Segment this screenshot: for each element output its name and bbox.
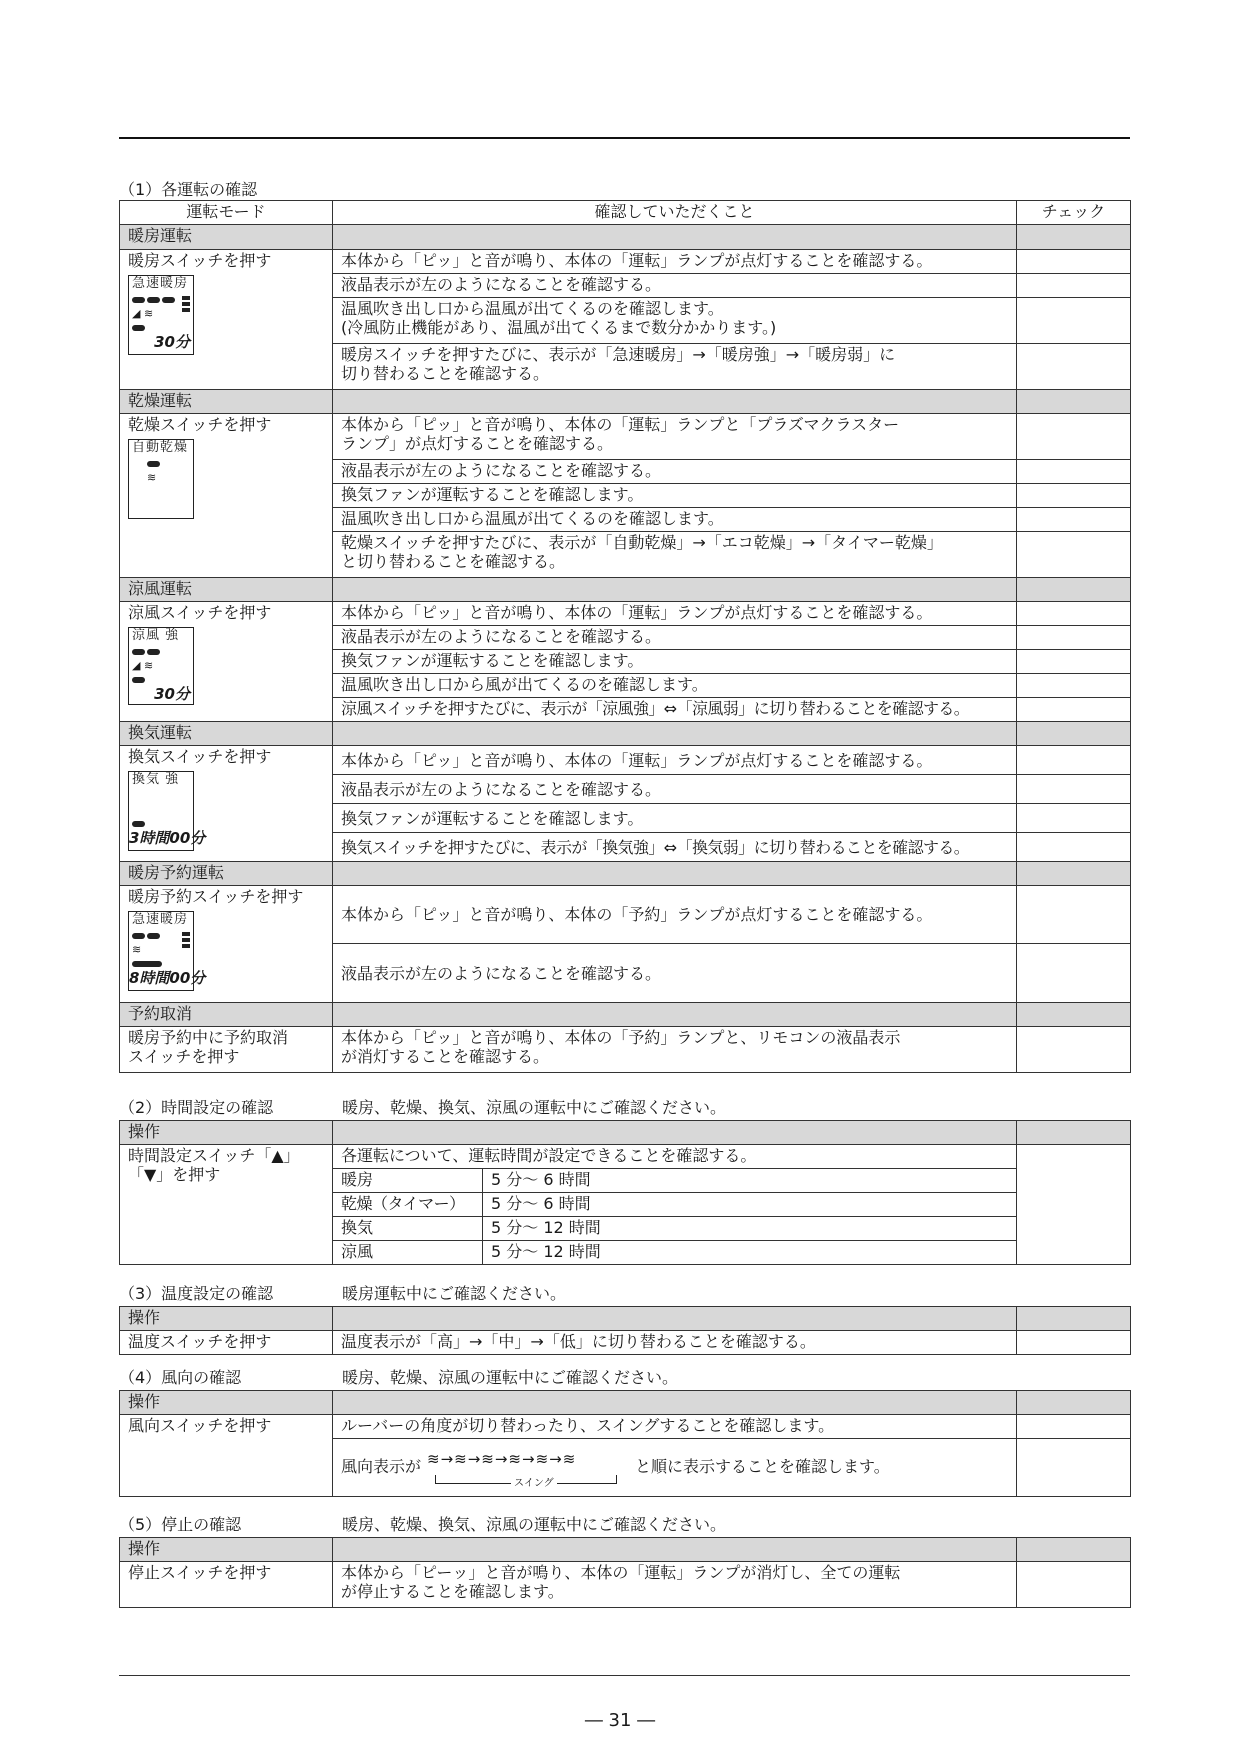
- check-item: ルーバーの角度が切り替わったり、スイングすることを確認します。: [333, 1415, 1017, 1439]
- cooling-mode-cell: [120, 602, 333, 722]
- table-header-row: [120, 1391, 1131, 1415]
- check-item: 本体から「ピッ」と音が鳴り、本体の「運転」ランプと「プラズマクラスター ランプ」が点灯することを確認する。: [333, 414, 1017, 460]
- col-mode-header: 運転モード: [120, 201, 333, 225]
- heating-lcd-title: 急速暖房: [132, 276, 189, 291]
- section-3-heading: （3）温度設定の確認: [119, 1284, 274, 1303]
- check-cell[interactable]: [1017, 414, 1131, 460]
- ventilation-lcd-timer: 3時間00分: [129, 829, 206, 847]
- heating-mode-cell: [120, 250, 333, 390]
- check-cell[interactable]: [1017, 1331, 1131, 1355]
- drying-lcd-display: [128, 439, 194, 519]
- check-item: 本体から「ピッ」と音が鳴り、本体の「予約」ランプが点灯することを確認する。: [333, 886, 1017, 944]
- heating-action: 暖房スイッチを押す: [128, 251, 272, 270]
- cancel-section-row: [120, 1003, 1131, 1027]
- check-item: 乾燥スイッチを押すたびに、表示が「自動乾燥」→「エコ乾燥」→「タイマー乾燥」 と切り替わることを確認する。: [333, 532, 1017, 578]
- check-item: 温度表示が「高」→「中」→「低」に切り替わることを確認する。: [333, 1331, 1017, 1355]
- check-cell[interactable]: [1017, 602, 1131, 626]
- table-header-row: [120, 201, 1131, 225]
- operation-check-table: [119, 200, 1131, 1073]
- fan-icon: ◢ ≋: [132, 307, 154, 320]
- level-bars-icon: [182, 932, 190, 950]
- time-range: 5 分〜 12 時間: [483, 1217, 1017, 1241]
- check-item: 液晶表示が左のようになることを確認する。: [333, 775, 1017, 804]
- drying-title: 乾燥運転: [120, 390, 333, 414]
- section-5-heading: （5）停止の確認: [119, 1515, 242, 1534]
- check-item: 暖房スイッチを押すたびに、表示が「急速暖房」→「暖房強」→「暖房弱」に 切り替わることを確認する。: [333, 344, 1017, 390]
- table-row: [120, 1415, 1131, 1439]
- check-cell[interactable]: [1017, 944, 1131, 1003]
- mode-name: 換気: [333, 1217, 483, 1241]
- check-cell[interactable]: [1017, 804, 1131, 833]
- check-item: 液晶表示が左のようになることを確認する。: [333, 944, 1017, 1003]
- check-cell[interactable]: [1017, 1562, 1131, 1608]
- table-row: [120, 602, 1131, 626]
- mode-name: 涼風: [333, 1241, 483, 1265]
- check-cell[interactable]: [1017, 484, 1131, 508]
- section-4-note: 暖房、乾燥、涼風の運転中にご確認ください。: [342, 1368, 679, 1387]
- operation-header: 操作: [120, 1307, 333, 1331]
- table-header-row: [120, 1538, 1131, 1562]
- check-cell[interactable]: [1017, 674, 1131, 698]
- reserve-lcd-timer: 8時間00分: [129, 969, 206, 987]
- drying-lcd-title: 自動乾燥: [132, 440, 189, 455]
- ventilation-action: 換気スイッチを押す: [128, 747, 272, 766]
- operation-header: 操作: [120, 1538, 333, 1562]
- direction-sequence-icon: ≋→≋→≋→≋→≋→≋: [427, 1449, 577, 1468]
- col-check-items-header: 確認していただくこと: [333, 201, 1017, 225]
- heating-lcd-display: [128, 275, 194, 355]
- heating-lcd-timer: 30分: [154, 333, 190, 351]
- check-item: 換気ファンが運転することを確認します。: [333, 804, 1017, 833]
- reserve-lcd-title: 急速暖房: [132, 912, 189, 927]
- drying-section-row: [120, 390, 1131, 414]
- table-row: [120, 1027, 1131, 1073]
- fan-icon: ◢ ≋: [132, 659, 154, 672]
- reserve-section-row: [120, 862, 1131, 886]
- check-cell[interactable]: [1017, 1145, 1131, 1265]
- check-cell[interactable]: [1017, 298, 1131, 344]
- heating-section-row: [120, 225, 1131, 250]
- cooling-lcd-display: [128, 627, 194, 705]
- check-cell[interactable]: [1017, 746, 1131, 775]
- drying-action: 乾燥スイッチを押す: [128, 415, 272, 434]
- table-row: [120, 250, 1131, 274]
- check-item: 温風吹き出し口から温風が出てくるのを確認します。 (冷風防止機能があり、温風が出てくるまで数分かかります。): [333, 298, 1017, 344]
- check-cell[interactable]: [1017, 650, 1131, 674]
- check-item: 温風吹き出し口から温風が出てくるのを確認します。: [333, 508, 1017, 532]
- cancel-title: 予約取消: [120, 1003, 333, 1027]
- table-row: [120, 1331, 1131, 1355]
- mode-name: 暖房: [333, 1169, 483, 1193]
- cooling-lcd-title: 涼風 強: [132, 628, 180, 643]
- temperature-action: 温度スイッチを押す: [120, 1331, 333, 1355]
- col-check-header: チェック: [1017, 201, 1131, 225]
- swing-label: スイング: [511, 1474, 557, 1493]
- check-item: 本体から「ピッ」と音が鳴り、本体の「運転」ランプが点灯することを確認する。: [333, 602, 1017, 626]
- section-2-heading: （2）時間設定の確認: [119, 1098, 274, 1117]
- operation-header: 操作: [120, 1391, 333, 1415]
- operation-header: 操作: [120, 1121, 333, 1145]
- check-cell[interactable]: [1017, 274, 1131, 298]
- wind-direction-action: 風向スイッチを押す: [120, 1415, 333, 1497]
- mode-name: 乾燥（タイマー）: [333, 1193, 483, 1217]
- check-cell[interactable]: [1017, 532, 1131, 578]
- level-bars-icon: [182, 296, 190, 314]
- check-cell[interactable]: [1017, 833, 1131, 862]
- check-cell[interactable]: [1017, 344, 1131, 390]
- table-row: [120, 414, 1131, 460]
- check-item: 涼風スイッチを押すたびに、表示が「涼風強」⇔「涼風弱」に切り替わることを確認する。: [333, 698, 1017, 722]
- check-item: 換気スイッチを押すたびに、表示が「換気強」⇔「換気弱」に切り替わることを確認する。: [333, 833, 1017, 862]
- ventilation-title: 換気運転: [120, 722, 333, 746]
- check-item: 本体から「ピッ」と音が鳴り、本体の「予約」ランプと、リモコンの液晶表示 が消灯することを確認する。: [333, 1027, 1017, 1073]
- check-item: 液晶表示が左のようになることを確認する。: [333, 626, 1017, 650]
- check-cell[interactable]: [1017, 460, 1131, 484]
- page-number: ― 31 ―: [584, 1710, 656, 1731]
- time-range: 5 分〜 6 時間: [483, 1169, 1017, 1193]
- check-cell[interactable]: [1017, 1415, 1131, 1439]
- time-range: 5 分〜 6 時間: [483, 1193, 1017, 1217]
- drying-mode-cell: [120, 414, 333, 578]
- check-item: 本体から「ピーッ」と音が鳴り、本体の「運転」ランプが消灯し、全ての運転 が停止することを確認します。: [333, 1562, 1017, 1608]
- check-item: 本体から「ピッ」と音が鳴り、本体の「運転」ランプが点灯することを確認する。: [333, 746, 1017, 775]
- check-item: 液晶表示が左のようになることを確認する。: [333, 460, 1017, 484]
- check-item: [333, 1439, 1017, 1497]
- cancel-action: 暖房予約中に予約取消 スイッチを押す: [120, 1027, 333, 1073]
- check-cell[interactable]: [1017, 626, 1131, 650]
- check-item: 液晶表示が左のようになることを確認する。: [333, 274, 1017, 298]
- check-item: 温風吹き出し口から風が出てくるのを確認します。: [333, 674, 1017, 698]
- check-item: 換気ファンが運転することを確認します。: [333, 650, 1017, 674]
- time-range: 5 分〜 12 時間: [483, 1241, 1017, 1265]
- check-cell[interactable]: [1017, 508, 1131, 532]
- cooling-lcd-timer: 30分: [154, 685, 190, 703]
- reserve-mode-cell: [120, 886, 333, 1003]
- check-cell[interactable]: [1017, 886, 1131, 944]
- louver-direction-icon: [425, 1448, 631, 1488]
- table-row: [120, 886, 1131, 944]
- section-2-note: 暖房、乾燥、換気、涼風の運転中にご確認ください。: [342, 1098, 727, 1117]
- fan-icon: ≋: [147, 471, 157, 484]
- direction-text-prefix: 風向表示が: [341, 1457, 422, 1476]
- check-cell[interactable]: [1017, 1027, 1131, 1073]
- check-cell[interactable]: [1017, 775, 1131, 804]
- stop-action: 停止スイッチを押す: [120, 1562, 333, 1608]
- check-item: 換気ファンが運転することを確認します。: [333, 484, 1017, 508]
- time-setting-table: [119, 1120, 1131, 1265]
- wind-direction-table: [119, 1390, 1131, 1497]
- table-header-row: [120, 1307, 1131, 1331]
- ventilation-lcd-display: [128, 771, 206, 851]
- table-header-row: [120, 1121, 1131, 1145]
- section-4-heading: （4）風向の確認: [119, 1368, 242, 1387]
- reserve-action: 暖房予約スイッチを押す: [128, 887, 304, 906]
- bottom-rule: [119, 1675, 1130, 1676]
- check-item: 本体から「ピッ」と音が鳴り、本体の「運転」ランプが点灯することを確認する。: [333, 250, 1017, 274]
- cooling-action: 涼風スイッチを押す: [128, 603, 272, 622]
- ventilation-section-row: [120, 722, 1131, 746]
- section-5-note: 暖房、乾燥、換気、涼風の運転中にご確認ください。: [342, 1515, 727, 1534]
- ventilation-lcd-title: 換気 強: [132, 772, 180, 787]
- cooling-title: 涼風運転: [120, 578, 333, 602]
- check-item: 各運転について、運転時間が設定できることを確認する。: [333, 1145, 1017, 1169]
- cooling-section-row: [120, 578, 1131, 602]
- reserve-lcd-display: [128, 911, 206, 991]
- ventilation-mode-cell: [120, 746, 333, 862]
- check-cell[interactable]: [1017, 1439, 1131, 1497]
- table-row: [120, 1562, 1131, 1608]
- top-rule: [119, 137, 1130, 139]
- section-3-note: 暖房運転中にご確認ください。: [342, 1284, 567, 1303]
- section-1-heading: （1）各運転の確認: [119, 180, 258, 199]
- time-setting-action: 時間設定スイッチ「▲」 「▼」を押す: [120, 1145, 333, 1265]
- stop-check-table: [119, 1537, 1131, 1608]
- heating-title: 暖房運転: [120, 225, 333, 250]
- table-row: [120, 1145, 1131, 1169]
- reserve-title: 暖房予約運転: [120, 862, 333, 886]
- check-cell[interactable]: [1017, 250, 1131, 274]
- fan-icon: ≋: [132, 943, 142, 956]
- temperature-setting-table: [119, 1306, 1131, 1355]
- direction-text-suffix: と順に表示することを確認します。: [635, 1457, 890, 1476]
- check-cell[interactable]: [1017, 698, 1131, 722]
- table-row: [120, 746, 1131, 775]
